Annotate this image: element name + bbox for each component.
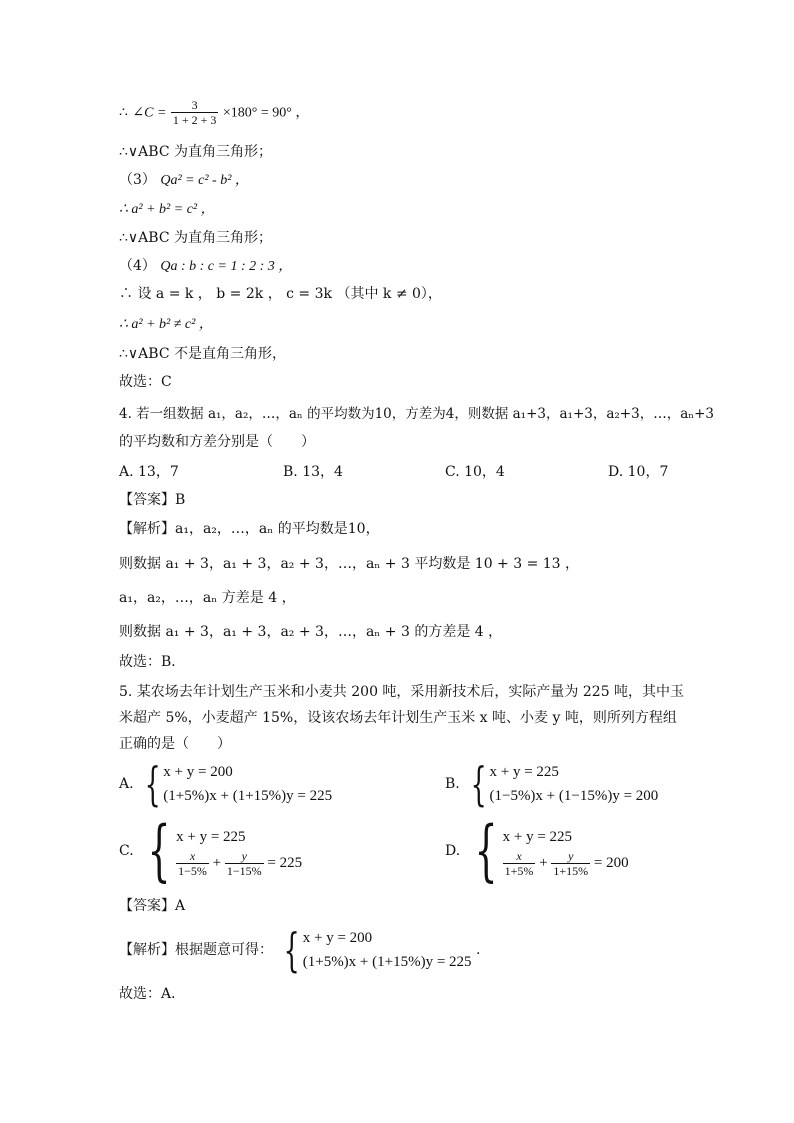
- equation-row: [503, 849, 629, 878]
- q5-stem-line-1: 5. 某农场去年计划生产玉米和小麦共 200 吨，采用新技术后，实际产量为 225 吨，其中玉: [119, 684, 685, 700]
- conclusion-right-triangle-1: ∴∨ABC 为直角三角形；: [119, 144, 272, 160]
- equation-row: [176, 849, 302, 878]
- q4-option-c: C. 10，4: [445, 464, 505, 480]
- q4-stem-line-1: 4. 若一组数据 a₁，a₂，…，aₙ 的平均数为10，方差为4，则数据 a₁+3，a₁+3，a₂+3，…，aₙ+3: [119, 406, 714, 422]
- angle-fraction: [171, 98, 219, 127]
- case-3-label: （3）: [119, 172, 156, 188]
- case-3-condition: Qa² = c² - b² ，: [160, 173, 249, 188]
- fraction: [503, 849, 536, 878]
- q5-option-a: [119, 757, 333, 811]
- q5-option-a-system: [138, 757, 333, 811]
- equation-row: x + y = 200: [302, 930, 373, 946]
- q5-conclusion: 故选：A．: [119, 986, 186, 1002]
- q5-option-b: [445, 757, 659, 811]
- left-brace: {: [470, 757, 487, 811]
- period: .: [476, 942, 481, 958]
- case-4-substitution: ∴ 设 a = k ， b = 2k ， c = 3k （其中 k ≠ 0），: [119, 286, 442, 302]
- q5-explanation-system: [277, 923, 472, 977]
- q5-option-c: [119, 812, 303, 889]
- q4-explanation-1: 【解析】a₁，a₂，…，aₙ 的平均数是10，: [119, 521, 380, 537]
- q4-explanation-2: 则数据 a₁ + 3，a₁ + 3，a₂ + 3，…，aₙ + 3 平均数是 10 + 3 = 13 ，: [119, 556, 580, 572]
- equals-value: = 225: [267, 854, 303, 871]
- fraction-numerator: 3: [191, 98, 198, 112]
- q4-option-b: B. 13，4: [283, 464, 343, 480]
- equation-row: x + y = 225: [176, 828, 246, 845]
- case-4-derivation: ∴ a² + b² ≠ c² ，: [119, 317, 213, 332]
- q5-option-a-label: A.: [119, 776, 134, 792]
- equation-row: (1−5%)x + (1−15%)y = 200: [489, 788, 659, 804]
- conclusion-not-right-triangle: ∴∨ABC 不是直角三角形，: [119, 346, 286, 362]
- fraction-denominator: 1 + 2 + 3: [172, 113, 217, 127]
- q5-option-c-system: [138, 812, 303, 889]
- fraction-denominator: 1+5%: [504, 863, 534, 878]
- q5-explanation: [119, 923, 481, 977]
- q5-option-b-system: [464, 757, 659, 811]
- q4-option-d: D. 10，7: [608, 464, 669, 480]
- q4-explanation-4: 则数据 a₁ + 3，a₁ + 3，a₂ + 3，…，aₙ + 3 的方差是 4 ，: [119, 624, 503, 640]
- q5-stem-line-2: 米超产 5%，小麦超产 15%，设该农场去年计划生产玉米 x 吨、小麦 y 吨，则所列方程组: [119, 710, 677, 726]
- fraction-denominator: 1−5%: [178, 863, 207, 878]
- equation-row: (1+5%)x + (1+15%)y = 225: [302, 954, 472, 970]
- case-3-derivation: ∴ a² + b² = c² ，: [119, 202, 215, 217]
- q3-final-choice: 故选：C: [119, 374, 172, 390]
- q5-option-b-label: B.: [445, 776, 460, 792]
- q5-option-c-label: C.: [119, 843, 134, 859]
- q4-stem-line-2: 的平均数和方差分别是（ ）: [119, 434, 315, 450]
- q4-conclusion: 故选：B．: [119, 654, 186, 670]
- q5-explanation-prefix: 【解析】根据题意可得：: [119, 942, 273, 958]
- equation-row: x + y = 200: [163, 764, 233, 780]
- equation-row: (1+5%)x + (1+15%)y = 225: [163, 788, 333, 804]
- angle-c-line: [119, 98, 309, 127]
- q5-option-d: [445, 812, 629, 889]
- q5-option-d-system: [465, 812, 629, 889]
- fraction-numerator: y: [568, 848, 574, 863]
- conclusion-right-triangle-2: ∴∨ABC 为直角三角形；: [119, 230, 272, 246]
- q4-explanation-3: a₁，a₂，…，aₙ 方差是 4 ，: [119, 590, 296, 606]
- equation-row: x + y = 225: [502, 828, 573, 845]
- q4-option-a: A. 13，7: [119, 464, 179, 480]
- plus-sign: +: [212, 854, 222, 871]
- angle-result: ×180° = 90° ，: [222, 105, 310, 121]
- fraction-denominator: 1+15%: [553, 863, 589, 878]
- left-brace: {: [144, 757, 161, 811]
- therefore-symbol: ∴: [119, 104, 128, 121]
- plus-sign: +: [539, 854, 548, 871]
- fraction: [176, 849, 209, 878]
- fraction-numerator: x: [516, 848, 522, 863]
- fraction-numerator: y: [241, 848, 247, 863]
- q5-stem-line-3: 正确的是（ ）: [119, 736, 231, 752]
- angle-c-label: ∠C =: [132, 105, 167, 121]
- q4-answer: 【答案】B: [119, 492, 186, 508]
- equals-value: = 200: [593, 854, 629, 871]
- case-4-condition: Qa : b : c = 1 : 2 : 3 ，: [160, 259, 293, 274]
- fraction-numerator: x: [189, 848, 196, 863]
- fraction: [551, 849, 590, 878]
- case-4-line: [119, 256, 292, 277]
- equation-row: x + y = 225: [489, 764, 559, 780]
- fraction-denominator: 1−15%: [226, 863, 262, 878]
- case-3-line: [119, 170, 249, 191]
- left-brace: {: [284, 923, 301, 977]
- q5-option-d-label: D.: [445, 843, 461, 859]
- left-brace: {: [474, 812, 498, 889]
- fraction: [225, 849, 264, 878]
- case-4-label: （4）: [119, 258, 156, 274]
- q5-answer: 【答案】A: [119, 898, 186, 914]
- left-brace: {: [147, 812, 171, 889]
